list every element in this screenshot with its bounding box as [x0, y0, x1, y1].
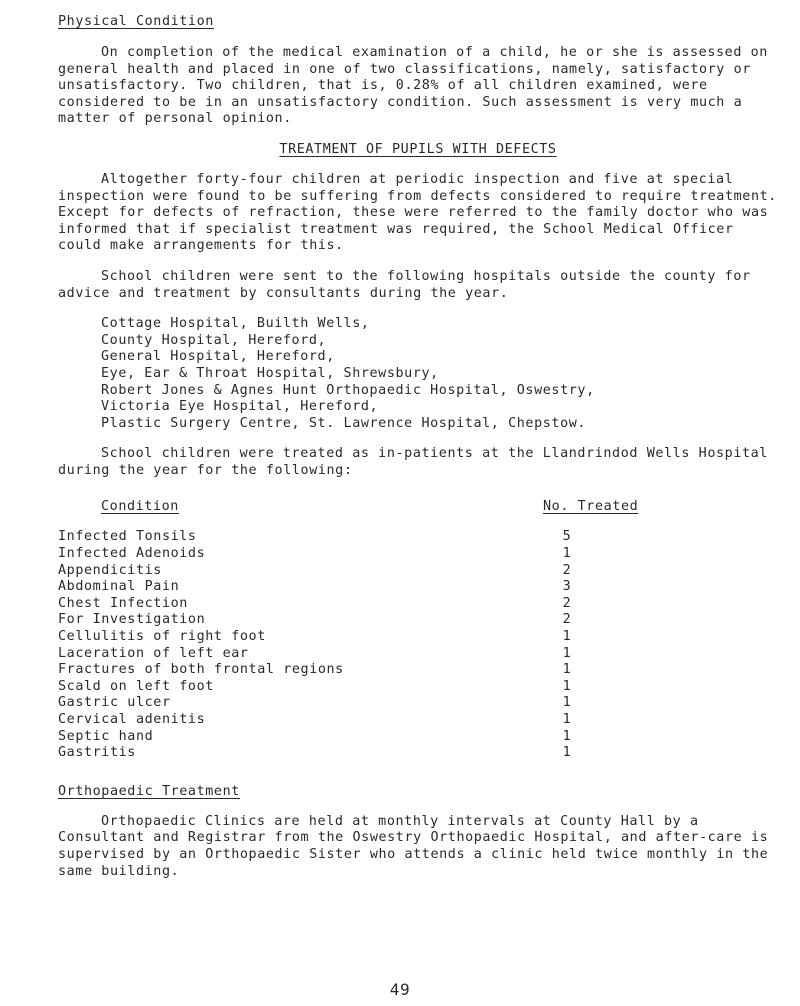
- condition-cell: Infected Adenoids: [58, 546, 206, 562]
- list-item: Victoria Eye Hospital, Hereford,: [101, 399, 379, 415]
- document-page: [58, 14, 778, 880]
- number-cell: 2: [562, 612, 572, 628]
- table-row: [58, 662, 778, 679]
- condition-cell: Gastric ulcer: [58, 695, 171, 711]
- number-cell: 1: [562, 745, 572, 761]
- number-cell: 2: [562, 562, 572, 578]
- list-item: General Hospital, Hereford,: [101, 349, 335, 365]
- section-heading-orthopaedic: Orthopaedic Treatment: [58, 783, 240, 799]
- number-cell: 3: [562, 579, 572, 595]
- paragraph-treatment-1: Altogether forty-four children at periodic inspection and five at special inspection were found to be suffering from defects considered to require treatment. Except for defects of refraction, these were referred to the family doctor who was informed that if specialist treatment was required, the School Medical Officer could make arrangements for this.: [58, 171, 777, 254]
- table-row: [58, 745, 778, 762]
- table-row: [58, 629, 778, 646]
- section-heading-physical-condition: Physical Condition: [58, 14, 214, 29]
- conditions-table: [58, 529, 778, 761]
- paragraph-treatment-2: School children were sent to the following hospitals outside the county for advice and treatment by consultants during the year.: [58, 268, 751, 301]
- paragraph-treatment-3: School children were treated as in-patients at the Llandrindod Wells Hospital during the year for the following:: [58, 446, 768, 478]
- condition-cell: Fractures of both frontal regions: [58, 662, 344, 678]
- table-row: [58, 612, 778, 629]
- condition-cell: Infected Tonsils: [58, 529, 197, 545]
- table-row: [58, 729, 778, 746]
- condition-cell: For Investigation: [58, 612, 206, 628]
- condition-cell: Abdominal Pain: [58, 579, 180, 595]
- table-header: [58, 499, 778, 517]
- page-number: 49: [389, 980, 411, 999]
- condition-cell: Gastritis: [58, 745, 136, 761]
- number-cell: 1: [562, 546, 572, 562]
- table-row: [58, 679, 778, 696]
- condition-cell: Scald on left foot: [58, 678, 214, 694]
- table-row: [58, 646, 778, 663]
- table-row: [58, 596, 778, 613]
- condition-cell: Laceration of left ear: [58, 645, 249, 661]
- table-row: [58, 529, 778, 546]
- paragraph-physical-condition: On completion of the medical examination of a child, he or she is assessed on general health and placed in one of two classifications, namely, satisfactory or unsatisfactory. Two children, that is, 0.28% of all children examined, were considered to be in an unsatisfactory condition. Such assessment is very much a matter of personal opinion.: [58, 45, 768, 127]
- number-cell: 1: [562, 712, 572, 727]
- number-cell: 1: [562, 728, 572, 744]
- column-header-condition: Condition: [101, 499, 179, 515]
- list-item: Eye, Ear & Throat Hospital, Shrewsbury,: [101, 365, 439, 381]
- list-item: County Hospital, Hereford,: [101, 332, 327, 348]
- section-heading-treatment: TREATMENT OF PUPILS WITH DEFECTS: [279, 141, 557, 157]
- list-item: Plastic Surgery Centre, St. Lawrence Hospital, Chepstow.: [101, 415, 587, 431]
- number-cell: 1: [562, 662, 572, 678]
- table-row: [58, 546, 778, 563]
- number-cell: 1: [562, 645, 572, 661]
- hospital-list: [101, 316, 778, 432]
- paragraph-orthopaedic: Orthopaedic Clinics are held at monthly intervals at County Hall by a Consultant and Registrar from the Oswestry Orthopaedic Hospital, and after-care is supervised by an Orthopaedic Sister who attends a clinic held twice monthly in the same building.: [58, 813, 769, 879]
- condition-cell: Chest Infection: [58, 595, 188, 611]
- condition-cell: Cellulitis of right foot: [58, 629, 266, 645]
- table-row: [58, 579, 778, 596]
- number-cell: 1: [562, 678, 572, 694]
- number-cell: 2: [562, 595, 572, 611]
- condition-cell: Septic hand: [58, 728, 154, 744]
- condition-cell: Cervical adenitis: [58, 712, 206, 727]
- condition-cell: Appendicitis: [58, 562, 162, 578]
- list-item: Robert Jones & Agnes Hunt Orthopaedic Hospital, Oswestry,: [101, 382, 595, 398]
- table-row: [58, 712, 778, 729]
- number-cell: 1: [562, 695, 572, 711]
- number-cell: 5: [562, 529, 572, 545]
- table-row: [58, 563, 778, 580]
- list-item: Cottage Hospital, Builth Wells,: [101, 316, 370, 332]
- number-cell: 1: [562, 629, 572, 645]
- column-header-number-treated: No. Treated: [543, 499, 639, 515]
- table-row: [58, 695, 778, 712]
